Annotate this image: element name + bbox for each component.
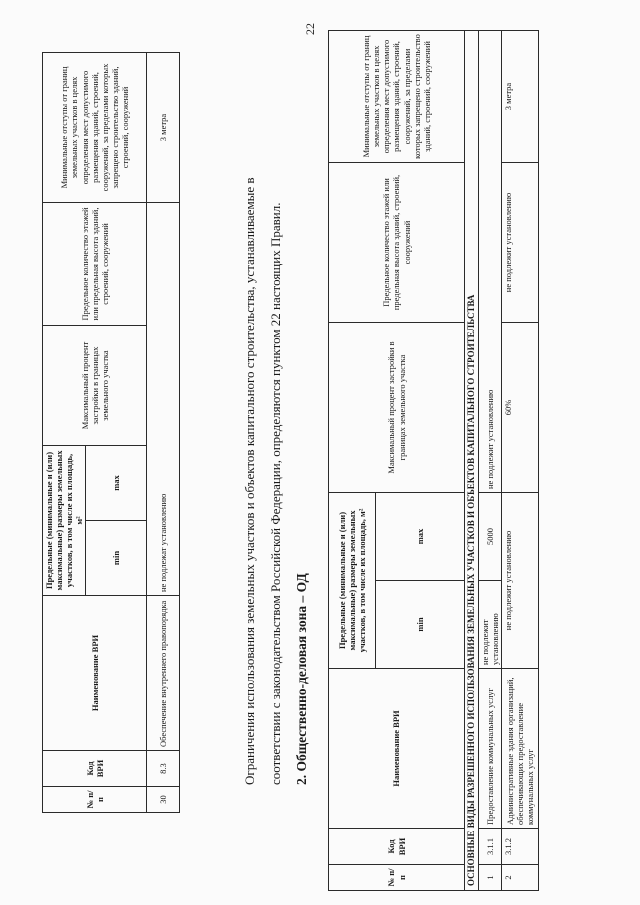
- row-2-code: 3.1.2: [501, 829, 538, 865]
- row-2-max-percent: 60%: [501, 323, 538, 493]
- header-limits: Предельные (минимальные и (или) максимальные) размеры земельных участков, в том числе их площадь, м²: [329, 493, 376, 669]
- header-num: № п/п: [329, 865, 465, 891]
- row-1-num: 1: [478, 865, 501, 891]
- row-2-floors: не подлежит установлению: [501, 163, 538, 323]
- header-code: Код ВРИ: [329, 829, 465, 865]
- row-1-max: 5000: [478, 493, 501, 581]
- header-name: Наименование ВРИ: [43, 596, 147, 751]
- page-number: 22: [303, 23, 317, 35]
- restrictions-paragraph-line-2: соответствии с законодательством Российской Федерации, определяются пунктом 22 настоящих Правил.: [268, 202, 283, 785]
- header-num: № п/п: [43, 787, 147, 813]
- header-limits: [43, 446, 86, 596]
- header-min: min: [86, 521, 147, 596]
- header-floors: Предельное количество этажей или предельная высота зданий, строений, сооружений: [329, 163, 465, 323]
- top-table: [42, 52, 180, 813]
- header-limits-text: Предельные (минимальные и (или) максимальные) размеры земельных участков, в том числе их площадь, м²: [44, 450, 85, 591]
- row-name: Обеспечение внутреннего правопорядка: [147, 596, 180, 751]
- header-floors: Предельное количество этажей или предельная высота зданий, строений, сооружений: [43, 203, 147, 326]
- row-2-name: Административные здания организаций, обеспечивающих предоставление коммунальных услуг: [501, 669, 538, 829]
- row-2-setback: 3 метра: [501, 31, 538, 163]
- restrictions-paragraph-line-1: Ограничения использования земельных участков и объектов капитального строительства, устанавливаемые в: [242, 177, 257, 785]
- row-1-min: не подлежит установлению: [478, 581, 501, 669]
- row-code: 8.3: [147, 751, 180, 787]
- header-max-percent: Максимальный процент застройки в границах земельного участка: [329, 323, 465, 493]
- row-1-code: 3.1.1: [478, 829, 501, 865]
- header-max: max: [86, 446, 147, 521]
- header-setback: Минимальные отступы от границ земельных участков в целях определения мест допустимого размещения зданий, строений, сооружений, за пределами которых запрещено строительство зданий, строений, сооружений: [43, 53, 147, 203]
- row-2-num: 2: [501, 865, 538, 891]
- row-setback: 3 метра: [147, 53, 180, 203]
- row-1-rest: не подлежит установлению: [478, 31, 501, 493]
- header-setback: Минимальные отступы от границ земельных участков в целях определения мест допустимого размещения зданий, строений, сооружений, за пределами которых запрещено строительство зданий, строений, сооружений: [329, 31, 465, 163]
- section-heading: ОСНОВНЫЕ ВИДЫ РАЗРЕШЕННОГО ИСПОЛЬЗОВАНИЯ ЗЕМЕЛЬНЫХ УЧАСТКОВ И ОБЪЕКТОВ КАПИТАЛЬНОГО СТРОИТЕЛЬСТВА: [465, 31, 479, 891]
- header-name: Наименование ВРИ: [329, 669, 465, 829]
- zone-title: 2. Общественно-деловая зона – ОД: [294, 573, 309, 785]
- row-num: 30: [147, 787, 180, 813]
- row-2-limits: не подлежит установлению: [501, 493, 538, 669]
- row-1-name: Предоставление коммунальных услуг: [478, 669, 501, 829]
- header-max-percent: Максимальный процент застройки в границах земельного участка: [43, 326, 147, 446]
- header-code: Код ВРИ: [43, 751, 147, 787]
- header-min: min: [376, 581, 465, 669]
- zone-od-table: [328, 30, 539, 891]
- header-max: max: [376, 493, 465, 581]
- row-limits: не подлежат установлению: [147, 203, 180, 596]
